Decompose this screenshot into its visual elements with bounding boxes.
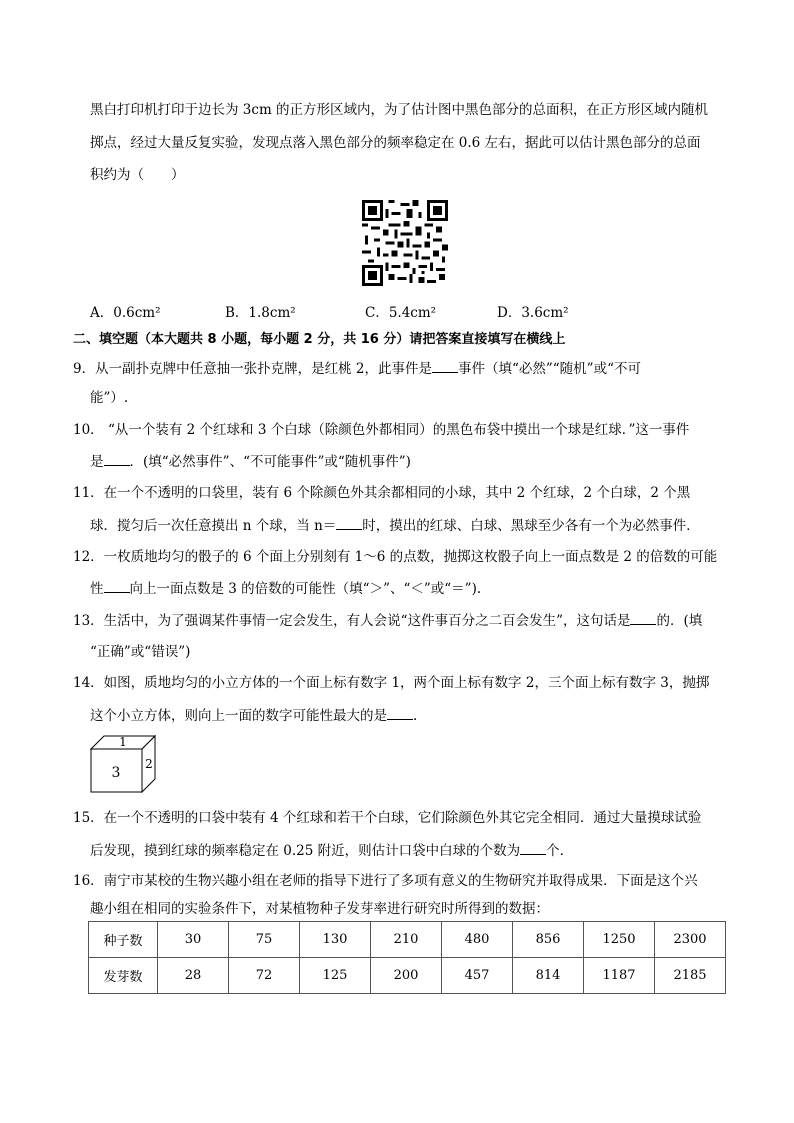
- q9-line-2: 能”）.: [90, 390, 129, 406]
- q13-line-1: [73, 610, 702, 631]
- cube-side-number: 2: [145, 757, 153, 771]
- q12-line-1: 12．一枚质地均匀的骰子的 6 个面上分别刻有 1～6 的点数，抛掷这枚骰子向上一面点数是 2 的倍数的可能: [73, 549, 718, 565]
- q9-line-1: [73, 358, 641, 379]
- cube-top-number: 1: [119, 735, 127, 749]
- section-2-title: 二、填空题（本大题共 8 小题，每小题 2 分，共 16 分）请把答案直接填写在横线上: [73, 332, 566, 347]
- q13-text-b: 的．(填: [656, 613, 703, 629]
- q14-text-b: 这个小立方体，则向上一面的数字可能性最大的是: [90, 708, 387, 724]
- table-cell: 1187: [584, 958, 655, 994]
- table-cell: 814: [513, 958, 584, 994]
- table-cell: 480: [442, 922, 513, 958]
- table-cell: 72: [229, 958, 300, 994]
- q14-blank: [387, 705, 413, 720]
- q8-option-b: B．1.8cm²: [225, 305, 296, 321]
- q9-blank: [432, 358, 458, 373]
- table-cell: 210: [371, 922, 442, 958]
- q10-line-2: [90, 451, 411, 472]
- q13-line-2: “正确”或“错误”): [90, 644, 191, 660]
- q12-line-2: [90, 578, 481, 599]
- table-cell: 30: [158, 922, 229, 958]
- cube-front-number: 3: [111, 765, 121, 781]
- q15-line-1: 15．在一个不透明的口袋中装有 4 个红球和若干个白球，它们除颜色外其它完全相同．通过大量摸球试验: [73, 810, 702, 826]
- qr-code-icon: [362, 200, 448, 286]
- table-cell: 2300: [655, 922, 726, 958]
- q10-blank: [104, 451, 130, 466]
- q15-text-c: 个．: [546, 843, 574, 859]
- q14-line-2: [90, 705, 417, 726]
- table-cell: 200: [371, 958, 442, 994]
- q11-text-b: 球．搅匀后一次任意摸出 n 个球，当 n＝: [90, 518, 337, 534]
- q11-line-1: 11．在一个不透明的口袋里，装有 6 个除颜色外其余都相同的小球，其中 2 个红球，2 个白球，2 个黑: [73, 485, 691, 501]
- table-cell: 856: [513, 922, 584, 958]
- q8-option-c: C．5.4cm²: [365, 305, 437, 321]
- q11-line-2: [90, 515, 700, 536]
- q10-line-1: 10． “从一个装有 2 个红球和 3 个白球（除颜色外都相同）的黑色布袋中摸出一个球是红球．”这一事件: [73, 422, 690, 438]
- q15-blank: [520, 840, 546, 855]
- table-cell: 75: [229, 922, 300, 958]
- table-header-cell: 发芽数: [89, 958, 158, 994]
- table-cell: 130: [300, 922, 371, 958]
- q11-text-c: 时，摸出的红球、白球、黑球至少各有一个为必然事件．: [362, 518, 700, 534]
- q13-text-a: 13．生活中，为了强调某件事情一定会发生，有人会说“这件事百分之二百会发生”，这句话是: [73, 613, 631, 629]
- q8-option-a: A．0.6cm²: [90, 305, 161, 321]
- q11-blank: [336, 515, 362, 530]
- table-cell: 2185: [655, 958, 726, 994]
- q15-text-b: 后发现，摸到红球的频率稳定在 0.25 附近，则估计口袋中白球的个数为: [90, 843, 521, 859]
- table-header-cell: 种子数: [89, 922, 158, 958]
- q8-line-3: 积约为（ ）: [90, 167, 185, 183]
- q12-text-c: 向上一面点数是 3 的倍数的可能性（填“＞”、“＜”或“＝”).: [129, 581, 482, 597]
- table-cell: 1250: [584, 922, 655, 958]
- q12-text-b: 性: [90, 581, 104, 597]
- table-row: [89, 922, 726, 958]
- q8-line-1: 黑白打印机打印于边长为 3cm 的正方形区域内，为了估计图中黑色部分的总面积，在正方形区域内随机: [90, 102, 709, 118]
- germination-table: [88, 921, 726, 994]
- q13-blank: [630, 610, 656, 625]
- q16-line-1: 16．南宁市某校的生物兴趣小组在老师的指导下进行了多项有意义的生物研究并取得成果．下面是这个兴: [73, 873, 698, 889]
- table-cell: 28: [158, 958, 229, 994]
- q12-blank: [104, 578, 130, 593]
- q9-text-b: 事件（填“必然”“随机”或“不可: [457, 361, 641, 377]
- q9-text-a: 9．从一副扑克牌中任意抽一张扑克牌，是红桃 2，此事件是: [73, 361, 432, 377]
- q14-line-1: 14．如图，质地均匀的小立方体的一个面上标有数字 1，两个面上标有数字 2，三个面上标有数字 3，抛掷: [73, 675, 710, 691]
- table-cell: 457: [442, 958, 513, 994]
- q10-text-c: ．(填“必然事件”、“不可能事件”或“随机事件”): [129, 454, 411, 470]
- table-cell: 125: [300, 958, 371, 994]
- cube-figure: [90, 735, 156, 793]
- q16-line-2: 趣小组在相同的实验条件下，对某植物种子发芽率进行研究时所得到的数据：: [90, 901, 549, 917]
- q14-text-c: .: [413, 708, 418, 724]
- q10-text-b: 是: [90, 454, 104, 470]
- q15-line-2: [90, 840, 573, 861]
- q8-line-2: 掷点，经过大量反复实验，发现点落入黑色部分的频率稳定在 0.6 左右，据此可以估计黑色部分的总面: [90, 135, 701, 151]
- q8-option-d: D．3.6cm²: [497, 305, 569, 321]
- table-row: [89, 958, 726, 994]
